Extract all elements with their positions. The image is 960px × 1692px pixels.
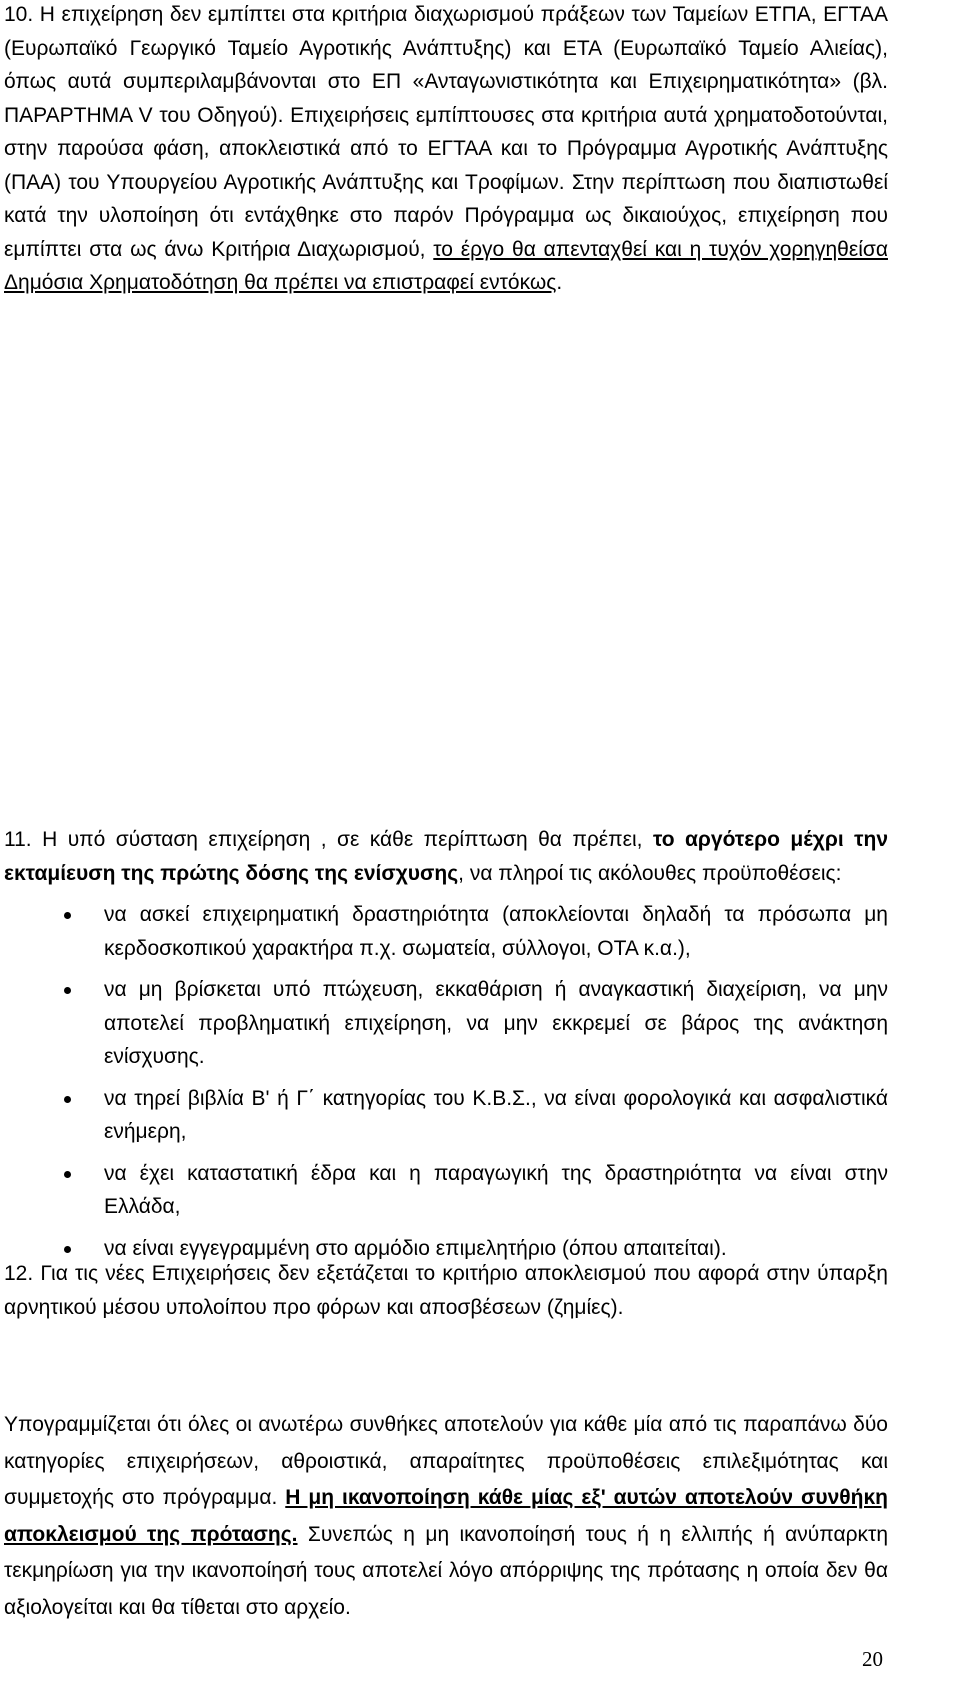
bullet-icon xyxy=(64,987,71,994)
page-number: 20 xyxy=(862,1647,883,1671)
list-item: να μη βρίσκεται υπό πτώχευση, εκκαθάριση ή αναγκαστική διαχείριση, να μην αποτελεί προβληματική επιχείρηση, να μην εκκρεμεί σε βάρος της ανάκτηση ενίσχυσης. xyxy=(4,973,888,1074)
item-11-text: 11. Η υπό σύσταση επιχείρηση , σε κάθε περίπτωση θα πρέπει, xyxy=(4,828,653,851)
bullet-icon xyxy=(64,1246,71,1253)
item-11-section xyxy=(4,823,888,1265)
list-item: να τηρεί βιβλία Β' ή Γ΄ κατηγορίας του Κ.Β.Σ., να είναι φορολογικά και ασφαλιστικά ενήμερη, xyxy=(4,1082,888,1149)
list-item: να είναι εγγεγραμμένη στο αρμόδιο επιμελητήριο (όπου απαιτείται). xyxy=(4,1232,888,1266)
item-10-text: 10. Η επιχείρηση δεν εμπίπτει στα κριτήρια διαχωρισμού πράξεων των Ταμείων ΕΤΠΑ, ΕΓΤΑΑ (Ευρωπαϊκό Γεωργικό Ταμείο Αγροτικής Ανάπτυξης) και ΕΤΑ (Ευρωπαϊκό Ταμείο Αλιείας), όπως αυτά συμπεριλαμβάνονται στο ΕΠ «Ανταγωνιστικότητα και Επιχειρηματικότητα» (βλ. ΠΑΡΑΡΤΗΜΑ V του Οδηγού). Επιχειρήσεις εμπίπτουσες στα κριτήρια αυτά χρηματοδοτούνται, στην παρούσα φάση, αποκλειστικά από το ΕΓΤΑΑ και το Πρόγραμμα Αγροτικής Ανάπτυξης (ΠΑΑ) του Υπουργείου Αγροτικής Ανάπτυξης και Τροφίμων. Στην περίπτωση που διαπιστωθεί κατά την υλοποίηση ότι εντάχθηκε στο παρόν Πρόγραμμα ως δικαιούχος, επιχείρηση που εμπίπτει στα ως άνω Κριτήρια Διαχωρισμού, xyxy=(4,3,888,261)
final-text-end: Συνεπώς η μη ικανοποίησή τους ή η ελλιπής ή ανύπαρκτη τεκμηρίωση για την ικανοποίησή τους αποτελεί λόγο απόρριψης της πρότασης η οποία δεν θα αξιολογείται και θα τίθεται στο αρχείο. xyxy=(4,1522,889,1619)
item-12-paragraph: 12. Για τις νέες Επιχειρήσεις δεν εξετάζεται το κριτήριο αποκλεισμού που αφορά στην ύπαρξη αρνητικού μέσου υπολοίπου προ φόρων και αποσβέσεων (ζημίες). xyxy=(4,1262,888,1319)
item-10-underlined-text: το έργο θα απενταχθεί και η τυχόν χορηγηθείσα Δημόσια Χρηματοδότηση θα πρέπει να επιστραφεί εντόκως xyxy=(4,237,888,294)
bullet-icon xyxy=(64,1096,71,1103)
item-11-bullet-list xyxy=(4,898,888,1265)
bullet-icon xyxy=(64,912,71,919)
item-11-text-end: , να πληροί τις ακόλουθες προϋποθέσεις: xyxy=(458,861,842,885)
item-11-bold-text: το αργότερο μέχρι την εκταμίευση της πρώτης δόσης της ενίσχυσης xyxy=(4,828,888,885)
item-10-end: . xyxy=(556,271,563,294)
bullet-icon xyxy=(64,1171,71,1178)
final-text: Υπογραμμίζεται ότι όλες οι ανωτέρω συνθήκες αποτελούν για κάθε μία από τις παραπάνω δύο κατηγορίες επιχειρήσεων, αθροιστικά, απαραίτητες προϋποθέσεις επιλεξιμότητας και συμμετοχής στο πρόγραμμα. xyxy=(4,1413,888,1509)
item-11-paragraph xyxy=(4,823,888,890)
list-item: να ασκεί επιχειρηματική δραστηριότητα (αποκλείονται δηλαδή τα πρόσωπα μη κερδοσκοπικού χαρακτήρα π.χ. σωματεία, σύλλογοι, ΟΤΑ κ.α.), xyxy=(4,898,888,965)
list-item: να έχει καταστατική έδρα και η παραγωγική της δραστηριότητα να είναι στην Ελλάδα, xyxy=(4,1157,888,1224)
final-paragraph xyxy=(4,1407,888,1626)
item-10-paragraph xyxy=(4,0,888,300)
final-bold-underlined-text: Η μη ικανοποίηση κάθε μίας εξ' αυτών αποτελούν συνθήκη αποκλεισμού της πρότασης. xyxy=(4,1486,888,1546)
